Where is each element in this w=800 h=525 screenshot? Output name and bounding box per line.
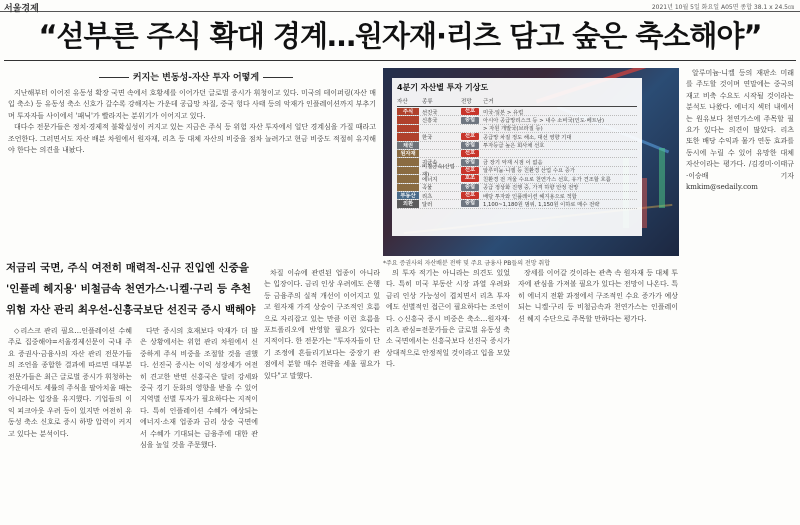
kicker-text: 커지는 변동성-자산 투자 어떻게: [132, 73, 260, 83]
asset-category-cell: [397, 184, 419, 191]
asset-category-cell: [397, 167, 419, 174]
dateline: 2021년 10월 5일 화요일 A05면 종합 38.1 x 24.5㎝: [651, 4, 794, 11]
outlook-badge: 선호: [461, 108, 479, 115]
outlook-badge: 중립: [461, 184, 479, 191]
body-column-6: [686, 68, 794, 522]
asset-category-cell: [397, 175, 419, 182]
body-column-5: [518, 268, 678, 522]
headline-rule: [4, 60, 796, 61]
asset-type-cell: 선진국: [422, 109, 438, 116]
table-header-row: [397, 97, 637, 107]
lead-column: [8, 88, 376, 253]
photo-candle: [659, 148, 665, 208]
asset-category-cell: 원자재: [397, 150, 419, 157]
rationale-cell: 공급망 차질 정도 해소, 대선 영향 기대: [483, 134, 572, 141]
rationale-cell: 배당 투자와 인플레이션 헤지용으로 적합: [483, 193, 577, 200]
table-header-cell: 근거: [483, 99, 494, 105]
body-paragraph: ◇리스크 관리 필요…인플레이션 수혜주로 집중해야=서울경제신문이 국내 주요 증권사·금융사의 자산 관리 전문가들의 조언을 종합한 결과에 따르면 대부분 전문가들은 최근 글로벌 증시가 휘청하는 가운데서도 세률의 주식을 팔아치울 때는 아니라는 입장을 유지했다. 기업들의 이익 피크아웃 우려 등이 있지만 여전히 유동성 축소 신호로 증시 하방 압력이 커지고 있다는 분석이다.: [8, 327, 132, 438]
rationale-cell: 미국·일본 > 유럽: [483, 109, 524, 116]
asset-category-cell: 채권: [397, 142, 419, 149]
subhead-3: 위험 자산 관리 최우선-신흥국보단 선진국 증시 백해야: [6, 304, 256, 316]
asset-type-cell: 달러: [422, 202, 433, 208]
body-paragraph: 알루미늄·니켈 등의 재판소 미래를 주도할 것이며 연말에는 중국의 재고 비축 수요도 시작될 것이라는 분석도 나왔다. 에너지 섹터 내에서는 원유보다 천연가스에 주목할 필요가 있다는 의견이 많았다. 리츠 또한 배당 수익과 물가 연동 효과를 동시에 누릴 수 있어 유망한 대체 자산이라는 평가다. /김경미·이태규·이승배 기자 kmkim@sedaily.com: [686, 69, 794, 192]
rationale-cell: 알루미늄·니켈 등 친환경 산업 수요 증가: [483, 168, 575, 175]
body-paragraph: 의 투자 적기는 아니라는 의견도 있었다. 특히 미국 부동산 시장 과열 우려와 금리 인상 가능성이 겹치면서 리츠 투자에도 선별적인 접근이 필요하다는 조언이다. ◇신흥국 증시 비중은 축소…원자재·리츠 관심=전문가들은 글로벌 유동성 축소 국면에서는 신흥국보다 선진국 증시가 상대적으로 안정적일 것이라고 입을 모았다.: [386, 269, 510, 369]
body-column-1: [8, 326, 132, 522]
outlook-badge: 호조: [461, 175, 479, 182]
rationale-cell: 금 장기 악재 시점 이 없음: [483, 160, 543, 167]
asset-category-cell: 부동산: [397, 192, 419, 199]
kicker-rule-right: [263, 77, 293, 78]
rationale-cell: > 자원 개발국(브라질 등): [483, 126, 543, 133]
table-header-cell: 전망: [461, 99, 472, 105]
headline: “섣부른 주식 확대 경계…원자재·리츠 담고 숲은 축소해야”: [38, 19, 762, 53]
outlook-badge: 중립: [461, 142, 479, 149]
asset-type-cell: 비철금속(산업재): [422, 164, 455, 179]
lead-paragraph: 대다수 전문가들은 정치·경제적 불확실성이 커지고 있는 지금은 주식 등 위험 자산 투자에서 일단 경계심을 가질 때라고 조언한다. 그러면서도 자산 배분 차원에서 원자재, 리츠 등 대체 자산의 비중을 점차 늘려가고 현금 비중도 적절히 유지해야 한다는 의견을 내놨다.: [8, 123, 376, 155]
lead-paragraph: 지난해부터 이어진 유동성 확장 국면 속에서 호황세를 이어가던 글로벌 증시가 휘청이고 있다. 미국의 테이퍼링(자산 매입 축소) 등 유동성 축소 신호가 갈수록 강해지는 가운데 공급망 차질, 중국 헝다 사태 등의 악재가 인플레이션까지 부추기며 투자자들 사이에서 '패닉'가 빨라지는 분위기가 이어지고 있다.: [8, 89, 376, 120]
table-caption: *주요 증권사의 자산배분 전략 및 주요 금융사 PB들의 전망 취합: [383, 260, 551, 267]
asset-category-cell: 주식: [397, 108, 419, 115]
body-column-2: [140, 326, 258, 522]
masthead: 서울경제: [4, 4, 39, 14]
subhead-2: '인플레 헤지용' 비철금속 천연가스·니켈·구리 등 추천: [6, 283, 252, 295]
asset-type-cell: 곡물: [422, 185, 433, 192]
asset-category-cell: 외환: [397, 200, 419, 207]
table-row: [397, 142, 637, 150]
outlook-badge: [461, 125, 479, 132]
outlook-badge: 선호: [461, 150, 479, 157]
subhead-1: 저금리 국면, 주식 여전히 매력적-신규 진입엔 신중을: [6, 262, 249, 274]
rationale-cell: 공급 정상화 진행 중, 가격 하향 안정 전망: [483, 185, 579, 192]
body-paragraph: 차질 이슈에 관련된 업종이 아니라는 입장이다. 금리 인상 우려에도 은행 등 금융주의 실적 개선이 이어지고 있고 원자재 가격 상승이 구조적인 흐름으로 자리잡고 있는 만큼 이런 흐름을 포트폴리오에 반영할 필요가 있다는 지적이다. 한 전문가는 "투자자들이 단기 조정에 흔들리기보다는 중장기 관점에서 분할 매수 전략을 세울 필요가 있다"고 말했다.: [264, 269, 380, 380]
asset-outlook-table: [392, 78, 642, 236]
table-header-cell: 종류: [422, 99, 433, 105]
asset-category-cell: [397, 158, 419, 165]
asset-type-cell: 에너지: [422, 176, 438, 183]
asset-type-cell: 신흥국: [422, 118, 438, 125]
table-title: 4분기 자산별 투자 기상도: [397, 83, 489, 92]
outlook-badge: 선호: [461, 192, 479, 199]
body-column-3: [264, 268, 380, 522]
asset-category-cell: [397, 125, 419, 132]
outlook-badge: 선호: [461, 167, 479, 174]
rationale-cell: 1,100~1,180원 범위, 1,150원 이하로 매수 전략: [483, 202, 600, 208]
asset-type-cell: 한국: [422, 134, 433, 141]
asset-category-cell: [397, 116, 419, 123]
table-header-cell: 자산: [397, 99, 408, 105]
rationale-cell: 투자등급 높은 회사채 선호: [483, 143, 545, 150]
table-row: [397, 200, 637, 208]
body-paragraph: 장세를 이어갈 것이라는 관측 속 원자재 등 대체 투자에 관심을 가져볼 필요가 있다는 전망이 나온다. 특히 에너지 전환 과정에서 구조적인 수요 증가가 예상되는 니켈·구리 등 비철금속과 천연가스는 인플레이션 헤지 수단으로 주목할 만하다는 평가다.: [518, 269, 678, 323]
outlook-badge: 중립: [461, 159, 479, 166]
body-column-4: [386, 268, 510, 522]
rationale-cell: 아시아 공급망리스크 등 > 내수 소비국(인도·베트남): [483, 118, 605, 125]
body-paragraph: 다만 증시의 호재보다 악재가 더 많은 상황에서는 위험 관리 차원에서 신중하게 주식 비중을 조절할 것을 권했다. 선진국 증시는 이익 성장세가 여전히 견고한 반면 신흥국은 달러 강세와 중국 경기 둔화의 영향을 받을 수 있어 지역별 선별 투자가 필요하다는 지적이다. 특히 인플레이션 수혜가 예상되는 에너지·소재 업종과 금리 상승 국면에서 수혜가 기대되는 금융주에 대한 관심을 높일 것을 주문했다.: [140, 327, 258, 450]
outlook-badge: 중립: [461, 117, 479, 124]
table-body: [397, 108, 637, 209]
asset-type-cell: 리츠: [422, 193, 433, 200]
asset-category-cell: [397, 133, 419, 140]
kicker-rule-left: [99, 77, 129, 78]
asset-type-cell: 귀금속: [422, 160, 438, 167]
outlook-badge: 중립: [461, 200, 479, 207]
rationale-cell: 친환경 전 겨울 수요로 천연가스 선호, 유가 견조할 흐름: [483, 176, 611, 183]
outlook-badge: 선호: [461, 133, 479, 140]
kicker: [6, 70, 386, 83]
